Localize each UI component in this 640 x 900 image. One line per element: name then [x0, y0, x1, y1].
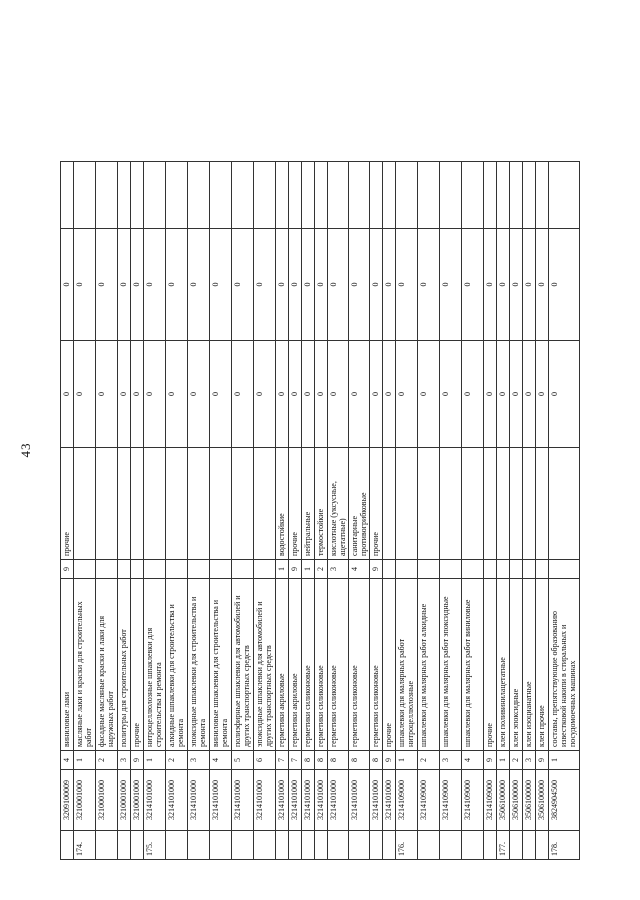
value-cell: 0 [276, 341, 289, 448]
table-row [418, 162, 440, 860]
row-number-cell [276, 831, 289, 860]
subcode2-cell [549, 560, 580, 579]
subcode-cell: 1 [144, 751, 166, 770]
name-cell: масляные лаки и краски для строительных работ [74, 579, 96, 751]
subcode-cell: 3 [440, 751, 462, 770]
subname-cell: прочие [289, 448, 302, 560]
value2-cell: 0 [276, 229, 289, 341]
row-number-cell: 174. [74, 831, 96, 860]
subcode-cell: 2 [96, 751, 118, 770]
subcode2-cell [462, 560, 484, 579]
name-cell: герметики силиконовые [370, 579, 383, 751]
table-row [370, 162, 383, 860]
code-cell: 3210001000 [118, 770, 131, 831]
value2-cell: 0 [144, 229, 166, 341]
subcode-cell: 3 [118, 751, 131, 770]
value-cell: 0 [289, 341, 302, 448]
name-cell: герметики силиконовые [349, 579, 370, 751]
subcode2-cell [418, 560, 440, 579]
row-number-cell [536, 831, 549, 860]
subcode-cell: 1 [549, 751, 580, 770]
subname-cell [131, 448, 144, 560]
table-row [440, 162, 462, 860]
row-number-cell [523, 831, 536, 860]
row-number-cell [349, 831, 370, 860]
subcode2-cell: 9 [61, 560, 74, 579]
code-cell: 3214109000 [396, 770, 418, 831]
value3-cell [396, 162, 418, 229]
value3-cell [210, 162, 232, 229]
value3-cell [131, 162, 144, 229]
table-row [549, 162, 580, 860]
table-row [462, 162, 484, 860]
subname-cell [536, 448, 549, 560]
row-number-cell [232, 831, 254, 860]
value3-cell [497, 162, 510, 229]
subname-cell [74, 448, 96, 560]
name-cell: полиэфирные шпаклевки для автомобилей и других транспортных средств [232, 579, 254, 751]
subcode-cell: 9 [536, 751, 549, 770]
value3-cell [166, 162, 188, 229]
table-row [328, 162, 349, 860]
value2-cell: 0 [484, 229, 497, 341]
subcode-cell: 8 [302, 751, 315, 770]
row-number-cell [370, 831, 383, 860]
value2-cell: 0 [289, 229, 302, 341]
value-cell: 0 [315, 341, 328, 448]
code-cell: 3210001000 [131, 770, 144, 831]
table-row [144, 162, 166, 860]
subcode2-cell [232, 560, 254, 579]
value-cell: 0 [497, 341, 510, 448]
table-row [497, 162, 510, 860]
value-cell: 0 [536, 341, 549, 448]
name-cell: клеи прочие [536, 579, 549, 751]
subname-cell [118, 448, 131, 560]
value-cell: 0 [118, 341, 131, 448]
value-cell: 0 [510, 341, 523, 448]
subcode2-cell: 4 [349, 560, 370, 579]
value-cell: 0 [383, 341, 396, 448]
value3-cell [523, 162, 536, 229]
code-cell: 3214101000 [349, 770, 370, 831]
subcode-cell: 3 [523, 751, 536, 770]
subname-cell: прочие [61, 448, 74, 560]
table-row [289, 162, 302, 860]
value3-cell [118, 162, 131, 229]
value2-cell: 0 [166, 229, 188, 341]
name-cell: герметики силиконовые [315, 579, 328, 751]
value-cell: 0 [96, 341, 118, 448]
row-number-cell [210, 831, 232, 860]
code-cell: 3214101000 [166, 770, 188, 831]
value-cell: 0 [349, 341, 370, 448]
value-cell: 0 [523, 341, 536, 448]
subname-cell: водостойкие [276, 448, 289, 560]
row-number-cell [484, 831, 497, 860]
code-cell: 3214101000 [315, 770, 328, 831]
value-cell: 0 [74, 341, 96, 448]
name-cell: герметики акриловые [276, 579, 289, 751]
table-row [118, 162, 131, 860]
subcode2-cell: 1 [302, 560, 315, 579]
subcode-cell: 2 [418, 751, 440, 770]
value3-cell [232, 162, 254, 229]
subcode-cell: 8 [315, 751, 328, 770]
subcode-cell: 6 [254, 751, 276, 770]
row-number-cell [188, 831, 210, 860]
subname-cell: термостойкие [315, 448, 328, 560]
row-number-cell [510, 831, 523, 860]
value2-cell: 0 [188, 229, 210, 341]
value3-cell [510, 162, 523, 229]
subcode-cell: 1 [497, 751, 510, 770]
code-cell: 3214101000 [188, 770, 210, 831]
value3-cell [276, 162, 289, 229]
row-number-cell [96, 831, 118, 860]
subcode-cell: 9 [131, 751, 144, 770]
value3-cell [484, 162, 497, 229]
subcode2-cell [144, 560, 166, 579]
value3-cell [289, 162, 302, 229]
name-cell: шпаклевки для малярных работ нитроцеллюлозные [396, 579, 418, 751]
value2-cell: 0 [462, 229, 484, 341]
value2-cell: 0 [118, 229, 131, 341]
value2-cell: 0 [232, 229, 254, 341]
value3-cell [383, 162, 396, 229]
subname-cell [396, 448, 418, 560]
value2-cell: 0 [536, 229, 549, 341]
subcode2-cell [396, 560, 418, 579]
subcode-cell: 4 [462, 751, 484, 770]
subname-cell [210, 448, 232, 560]
subname-cell [510, 448, 523, 560]
value-cell: 0 [328, 341, 349, 448]
subcode-cell: 3 [188, 751, 210, 770]
subname-cell [166, 448, 188, 560]
row-number-cell [418, 831, 440, 860]
table-row [166, 162, 188, 860]
name-cell: герметики акриловые [289, 579, 302, 751]
value2-cell: 0 [396, 229, 418, 341]
name-cell: эпоксидные шпаклевки для автомобилей и других транспортных средств [254, 579, 276, 751]
name-cell: шпаклевки для малярных работ виниловые [462, 579, 484, 751]
value3-cell [418, 162, 440, 229]
row-number-cell [328, 831, 349, 860]
name-cell: фасадные масляные краски и лаки для наружных работ [96, 579, 118, 751]
code-cell: 3214101000 [210, 770, 232, 831]
table-row [188, 162, 210, 860]
row-number-cell [462, 831, 484, 860]
subname-cell: кислотные (уксусные, ацетатные) [328, 448, 349, 560]
value-cell: 0 [484, 341, 497, 448]
name-cell: герметики силиконовые [302, 579, 315, 751]
value2-cell: 0 [254, 229, 276, 341]
row-number-cell [118, 831, 131, 860]
subcode-cell: 8 [328, 751, 349, 770]
code-cell: 3214101000 [254, 770, 276, 831]
subcode2-cell: 1 [276, 560, 289, 579]
subname-cell [232, 448, 254, 560]
value2-cell: 0 [549, 229, 580, 341]
subcode-cell: 1 [396, 751, 418, 770]
table-row [74, 162, 96, 860]
value3-cell [370, 162, 383, 229]
subcode-cell: 8 [370, 751, 383, 770]
subname-cell: нейтральные [302, 448, 315, 560]
code-cell: 3506100000 [523, 770, 536, 831]
code-cell: 3214109000 [440, 770, 462, 831]
row-number-cell [440, 831, 462, 860]
page-number: 43 [18, 442, 33, 458]
subcode2-cell [440, 560, 462, 579]
value2-cell: 0 [370, 229, 383, 341]
value2-cell: 0 [210, 229, 232, 341]
code-cell: 3209100009 [61, 770, 74, 831]
code-cell: 3824904500 [549, 770, 580, 831]
code-cell: 3214101000 [276, 770, 289, 831]
value3-cell [328, 162, 349, 229]
code-cell: 3506100000 [497, 770, 510, 831]
value2-cell: 0 [510, 229, 523, 341]
table-row [276, 162, 289, 860]
subname-cell [462, 448, 484, 560]
value3-cell [61, 162, 74, 229]
table-row [396, 162, 418, 860]
subcode2-cell [131, 560, 144, 579]
subcode2-cell: 9 [370, 560, 383, 579]
value-cell: 0 [462, 341, 484, 448]
table-row [523, 162, 536, 860]
code-cell: 3214101000 [370, 770, 383, 831]
subcode2-cell [536, 560, 549, 579]
value2-cell: 0 [418, 229, 440, 341]
table-row [302, 162, 315, 860]
code-cell: 3506100000 [510, 770, 523, 831]
row-number-cell: 178. [549, 831, 580, 860]
value-cell: 0 [61, 341, 74, 448]
subname-cell [144, 448, 166, 560]
value2-cell: 0 [497, 229, 510, 341]
subcode-cell: 9 [484, 751, 497, 770]
name-cell: виниловые лаки [61, 579, 74, 751]
name-cell: клеи изоцианатные [523, 579, 536, 751]
subcode-cell: 2 [510, 751, 523, 770]
table-row [484, 162, 497, 860]
name-cell: виниловые шпаклевки для строительства и ремонта [210, 579, 232, 751]
table-row [96, 162, 118, 860]
row-number-cell: 176. [396, 831, 418, 860]
name-cell: шпаклевки для малярных работ алкидные [418, 579, 440, 751]
subcode2-cell: 3 [328, 560, 349, 579]
value2-cell: 0 [440, 229, 462, 341]
name-cell: прочие [484, 579, 497, 751]
name-cell: клеи поливинилацетатные [497, 579, 510, 751]
row-number-cell [383, 831, 396, 860]
subcode2-cell [118, 560, 131, 579]
code-cell: 3214101000 [383, 770, 396, 831]
code-cell: 3214109000 [418, 770, 440, 831]
value2-cell: 0 [96, 229, 118, 341]
row-number-cell [302, 831, 315, 860]
subcode-cell: 5 [232, 751, 254, 770]
subcode-cell: 2 [166, 751, 188, 770]
value2-cell: 0 [74, 229, 96, 341]
subcode2-cell: 2 [315, 560, 328, 579]
table-row [536, 162, 549, 860]
code-cell: 3214101000 [232, 770, 254, 831]
name-cell: герметики силиконовые [328, 579, 349, 751]
subname-cell: санитарные противогрибковые [349, 448, 370, 560]
value2-cell: 0 [131, 229, 144, 341]
value3-cell [536, 162, 549, 229]
name-cell: прочие [383, 579, 396, 751]
subcode2-cell [383, 560, 396, 579]
table-row [210, 162, 232, 860]
subcode2-cell [188, 560, 210, 579]
subname-cell [188, 448, 210, 560]
subname-cell [497, 448, 510, 560]
code-cell: 3506100000 [536, 770, 549, 831]
table-body [61, 162, 580, 860]
row-number-cell [131, 831, 144, 860]
value-cell: 0 [232, 341, 254, 448]
subcode2-cell [523, 560, 536, 579]
value2-cell: 0 [315, 229, 328, 341]
value2-cell: 0 [302, 229, 315, 341]
value-cell: 0 [144, 341, 166, 448]
code-cell: 3214101000 [144, 770, 166, 831]
row-number-cell: 177. [497, 831, 510, 860]
table-row [232, 162, 254, 860]
value2-cell: 0 [383, 229, 396, 341]
name-cell: клеи эпоксидные [510, 579, 523, 751]
value-cell: 0 [302, 341, 315, 448]
code-cell: 3214109000 [462, 770, 484, 831]
subcode-cell: 8 [349, 751, 370, 770]
code-cell: 3214101000 [328, 770, 349, 831]
value-cell: 0 [370, 341, 383, 448]
table-row [349, 162, 370, 860]
code-cell: 3210001000 [74, 770, 96, 831]
table-row [383, 162, 396, 860]
value2-cell: 0 [61, 229, 74, 341]
subname-cell [383, 448, 396, 560]
code-cell: 3210001000 [96, 770, 118, 831]
name-cell: алкидные шпаклевки для строительства и ремонта [166, 579, 188, 751]
value-cell: 0 [418, 341, 440, 448]
value-cell: 0 [166, 341, 188, 448]
name-cell: шпаклевки для малярных работ эпоксидные [440, 579, 462, 751]
table-row [131, 162, 144, 860]
subcode2-cell [96, 560, 118, 579]
code-cell: 3214109000 [484, 770, 497, 831]
subcode2-cell [510, 560, 523, 579]
value-cell: 0 [131, 341, 144, 448]
value3-cell [188, 162, 210, 229]
table-row [61, 162, 74, 860]
value2-cell: 0 [349, 229, 370, 341]
row-number-cell [254, 831, 276, 860]
subcode2-cell [210, 560, 232, 579]
classification-table [60, 161, 580, 860]
row-number-cell: 175. [144, 831, 166, 860]
subcode-cell: 9 [383, 751, 396, 770]
value3-cell [315, 162, 328, 229]
value3-cell [302, 162, 315, 229]
subcode2-cell [166, 560, 188, 579]
subname-cell [549, 448, 580, 560]
value-cell: 0 [188, 341, 210, 448]
subname-cell [484, 448, 497, 560]
value2-cell: 0 [328, 229, 349, 341]
value3-cell [74, 162, 96, 229]
subcode2-cell [74, 560, 96, 579]
table-row [254, 162, 276, 860]
value3-cell [349, 162, 370, 229]
value2-cell: 0 [523, 229, 536, 341]
name-cell: составы, препятствующие образованию известковой накипи в стиральных и посудомоечных машинах [549, 579, 580, 751]
subcode2-cell [484, 560, 497, 579]
value-cell: 0 [396, 341, 418, 448]
subcode-cell: 4 [61, 751, 74, 770]
value3-cell [254, 162, 276, 229]
subname-cell: прочие [370, 448, 383, 560]
subcode2-cell [497, 560, 510, 579]
subname-cell [418, 448, 440, 560]
value3-cell [549, 162, 580, 229]
value-cell: 0 [440, 341, 462, 448]
subcode-cell: 4 [210, 751, 232, 770]
code-cell: 3214101000 [289, 770, 302, 831]
value3-cell [440, 162, 462, 229]
name-cell: прочие [131, 579, 144, 751]
value-cell: 0 [210, 341, 232, 448]
subcode-cell: 7 [289, 751, 302, 770]
subname-cell [523, 448, 536, 560]
subcode2-cell: 9 [289, 560, 302, 579]
value3-cell [462, 162, 484, 229]
row-number-cell [289, 831, 302, 860]
value3-cell [96, 162, 118, 229]
row-number-cell [315, 831, 328, 860]
value-cell: 0 [549, 341, 580, 448]
subcode-cell: 1 [74, 751, 96, 770]
value-cell: 0 [254, 341, 276, 448]
subname-cell [254, 448, 276, 560]
subcode-cell: 7 [276, 751, 289, 770]
name-cell: политуры для строительных работ [118, 579, 131, 751]
code-cell: 3214101000 [302, 770, 315, 831]
row-number-cell [166, 831, 188, 860]
name-cell: эпоксидные шпаклевки для строительства и ремонта [188, 579, 210, 751]
table-row [315, 162, 328, 860]
value3-cell [144, 162, 166, 229]
name-cell: нитроцеллюлозные шпаклевки для строительства и ремонта [144, 579, 166, 751]
row-number-cell [61, 831, 74, 860]
subname-cell [440, 448, 462, 560]
subcode2-cell [254, 560, 276, 579]
table-row [510, 162, 523, 860]
subname-cell [96, 448, 118, 560]
